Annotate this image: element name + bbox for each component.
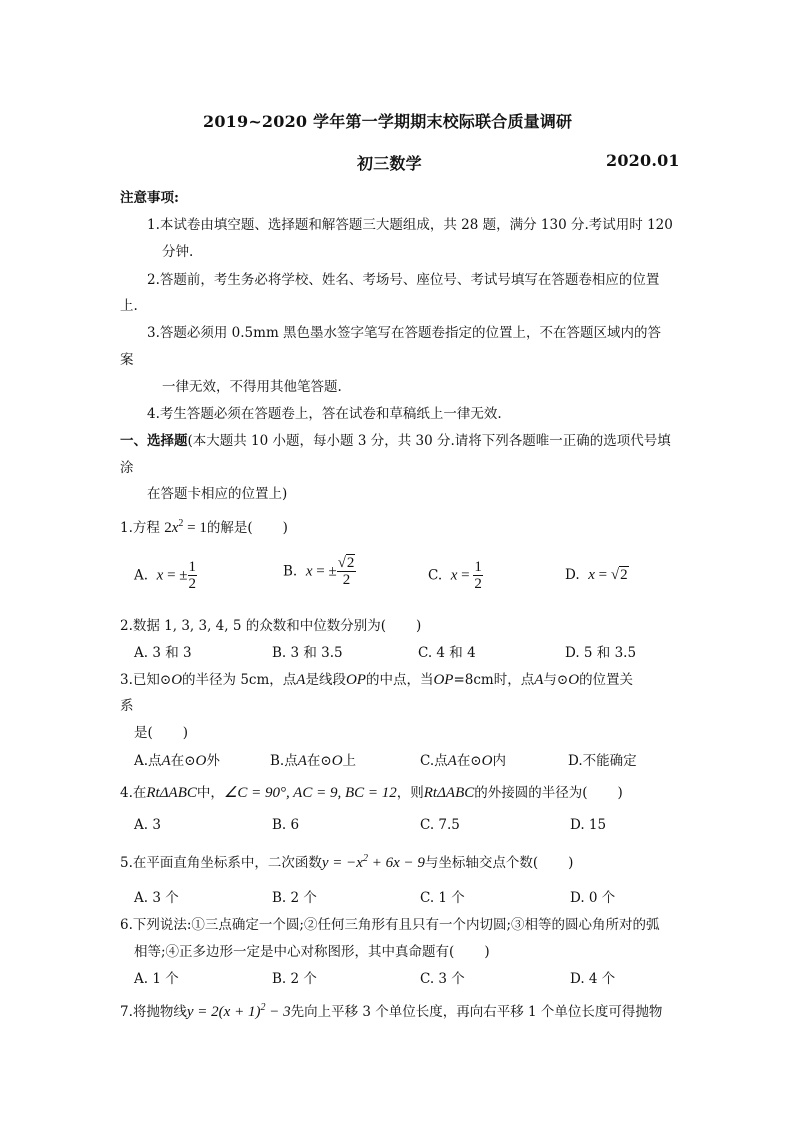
q4-option-a: A. 3 [134, 817, 161, 833]
notes-item: 2.答题前，考生务必将学校、姓名、考场号、座位号、考试号填写在答题卷相应的位置 [147, 272, 660, 288]
q3-option-b: B.点A在⊙O上 [270, 753, 357, 769]
q1-equation: $2x^2 = 1$ [164, 518, 207, 536]
notes-heading: 注意事项: [120, 190, 179, 206]
q1-option-c: C. x = $\frac{1}{2}$ [428, 559, 482, 592]
question-5: 5.在平面直角坐标系中，二次函数$y = -x^2 + 6x - 9$与坐标轴交点个数( ) [120, 853, 574, 871]
q6-option-c: C. 3 个 [420, 971, 465, 987]
q4-option-b: B. 6 [272, 817, 300, 833]
square-root: √2 [610, 567, 628, 583]
question-1 [120, 516, 288, 537]
notes-item: 4.考生答题必须在答题卷上，答在试卷和草稿纸上一律无效. [147, 406, 502, 422]
q6-option-d: D. 4 个 [570, 971, 616, 987]
notes-item: 3.答题必须用 0.5mm 黑色墨水签字笔写在答题卷指定的位置上，不在答题区域内的答 [147, 325, 662, 341]
q3-line3: 是( ) [134, 725, 189, 741]
q5-option-d: D. 0 个 [570, 890, 616, 906]
question-3: 3.已知⊙O的半径为 5cm，点A是线段OP的中点，当OP=8cm时，点A与⊙O的位置关 [120, 672, 634, 688]
fraction: $\frac{1}{2}$ [474, 559, 482, 592]
q1-option-d: D. x = √2 [565, 567, 628, 583]
q2-option-b: B. 3 和 3.5 [272, 645, 343, 661]
notes-item: 一律无效，不得用其他笔答题. [162, 379, 342, 395]
q6-option-a: A. 1 个 [134, 971, 179, 987]
q6-option-b: B. 2 个 [272, 971, 317, 987]
q4-option-c: C. 7.5 [420, 817, 460, 833]
q3-option-d: D.不能确定 [568, 753, 637, 769]
notes-item: 1.本试卷由填空题、选择题和解答题三大题组成，共 28 题，满分 130 分.考试用时 120 [147, 217, 673, 233]
q1-close: ) [282, 520, 288, 536]
q2-option-c: C. 4 和 4 [418, 645, 476, 661]
q1-option-b: B. x = ± $\frac{√2}{2}$ [283, 555, 355, 588]
q5-option-a: A. 3 个 [134, 890, 179, 906]
q3-option-c: C.点A在⊙O内 [420, 753, 506, 769]
q1-suffix: 的解是( [206, 520, 253, 536]
q7-function: $y = 2(x + 1)^2 - 3$ [186, 1002, 291, 1020]
q1-option-a: A. x = ± $\frac{1}{2}$ [134, 559, 197, 592]
section-desc-line3: 在答题卡相应的位置上) [147, 486, 288, 502]
q1-prefix: 1.方程 [120, 520, 160, 536]
fraction: $\frac{1}{2}$ [188, 559, 197, 592]
exam-title: 2019~2020 学年第一学期期末校际联合质量调研 [203, 112, 573, 131]
question-6: 6.下列说法:①三点确定一个圆;②任何三角形有且只有一个内切圆;③相等的圆心角所对的弧 [120, 917, 660, 933]
exam-date: 2020.01 [606, 151, 680, 170]
question-2: 2.数据 1, 3, 3, 4, 5 的众数和中位数分别为( ) [120, 618, 422, 634]
exam-subject: 初三数学 [357, 154, 422, 173]
notes-item: 案 [120, 352, 134, 368]
fraction: $\frac{√2}{2}$ [337, 555, 355, 588]
section-desc: (本大题共 10 小题，每小题 3 分，共 30 分.请将下列各题唯一正确的选项代号填 [187, 433, 671, 449]
q4-option-d: D. 15 [570, 817, 607, 833]
notes-item: 上. [120, 298, 138, 314]
q5-function: $y = -x^2 + 6x - 9$ [321, 853, 425, 871]
question-4: 4.在RtΔABC中，∠C = 90°, AC = 9, BC = 12，则RtΔABC的外接圆的半径为( ) [120, 785, 623, 801]
notes-item: 分钟. [162, 244, 194, 260]
q5-option-b: B. 2 个 [272, 890, 317, 906]
q2-option-d: D. 5 和 3.5 [565, 645, 637, 661]
q3-option-a: A.点A在⊙O外 [134, 753, 220, 769]
q5-option-c: C. 1 个 [420, 890, 465, 906]
question-6-line2: 相等;④正多边形一定是中心对称图形，其中真命题有( ) [134, 944, 490, 960]
q2-option-a: A. 3 和 3 [134, 645, 192, 661]
section-desc-line2: 涂 [120, 460, 134, 476]
section-label: 一、选择题 [120, 433, 188, 449]
question-7: 7.将抛物线$y = 2(x + 1)^2 - 3$先向上平移 3 个单位长度，再向右平移 1 个单位长度可得抛物 [120, 1002, 663, 1020]
section-header [120, 429, 671, 449]
q3-line2: 系 [120, 698, 134, 714]
